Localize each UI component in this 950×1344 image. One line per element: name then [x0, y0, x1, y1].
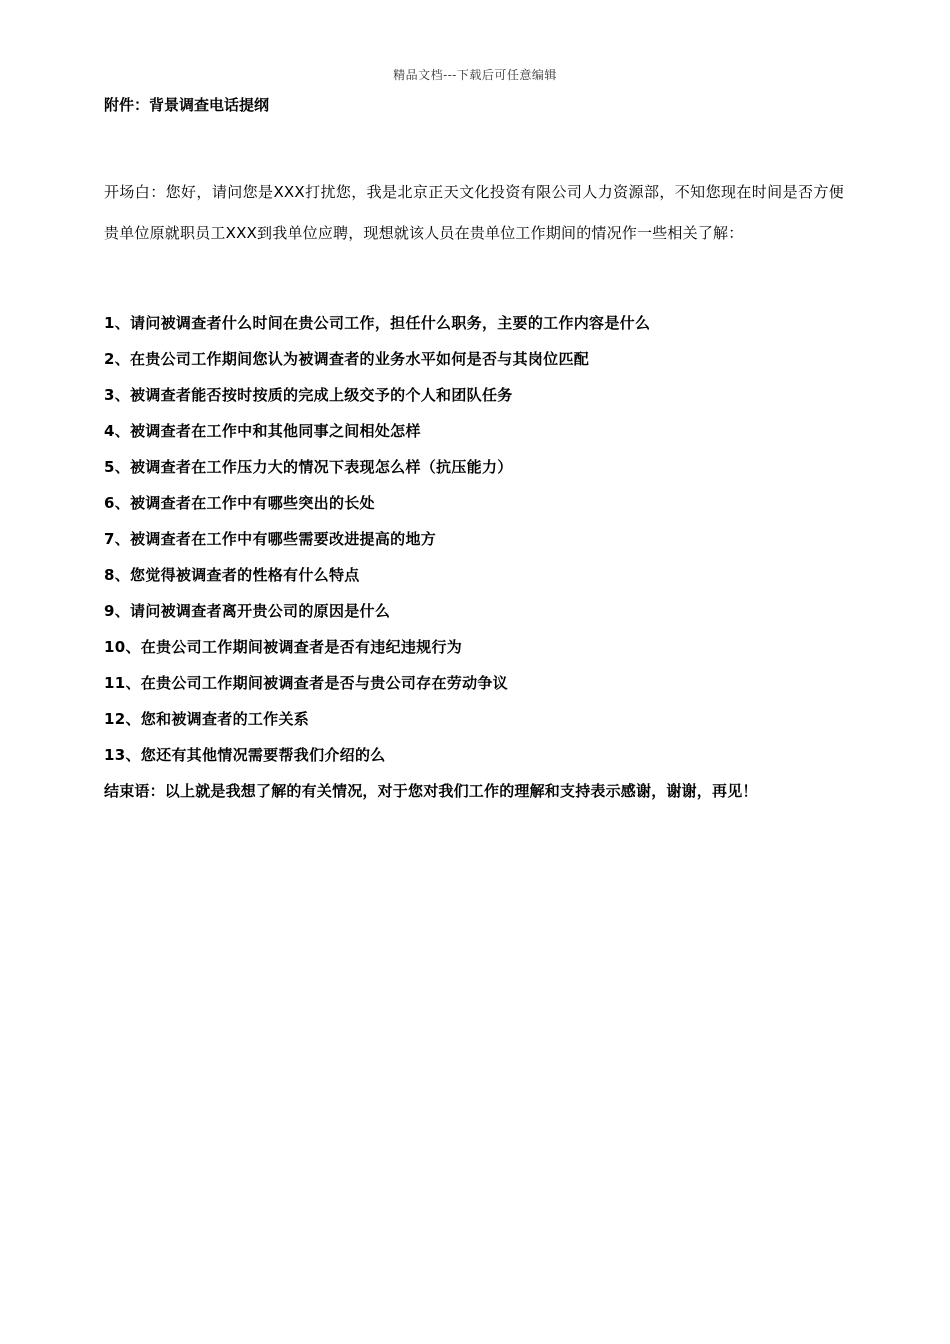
question-item: 4、被调查者在工作中和其他同事之间相处怎样: [104, 422, 421, 440]
question-item: 7、被调查者在工作中有哪些需要改进提高的地方: [104, 530, 437, 548]
question-item: 10、在贵公司工作期间被调查者是否有违纪违规行为: [104, 638, 463, 656]
question-item: 1、请问被调查者什么时间在贵公司工作，担任什么职务，主要的工作内容是什么: [104, 314, 651, 332]
question-item: 9、请问被调查者离开贵公司的原因是什么: [104, 602, 391, 620]
question-item: 12、您和被调查者的工作关系: [104, 710, 310, 728]
document-title: 附件：背景调查电话提纲: [104, 96, 270, 114]
closing-remarks: 结束语：以上就是我想了解的有关情况，对于您对我们工作的理解和支持表示感谢，谢谢，再见！: [104, 782, 758, 800]
opening-paragraph: 开场白：您好，请问您是XXX打扰您，我是北京正天文化投资有限公司人力资源部，不知您现在时间是否方便贵单位原就职员工XXX到我单位应聘，现想就该人员在贵单位工作期间的情况作一些相关了解：: [104, 183, 844, 242]
question-list: [104, 305, 844, 773]
question-item: 2、在贵公司工作期间您认为被调查者的业务水平如何是否与其岗位匹配: [104, 350, 590, 368]
question-item: 3、被调查者能否按时按质的完成上级交予的个人和团队任务: [104, 386, 513, 404]
question-item: 13、您还有其他情况需要帮我们介绍的么: [104, 746, 386, 764]
question-item: 6、被调查者在工作中有哪些突出的长处: [104, 494, 375, 512]
header-note: 精品文档---下载后可任意编辑: [393, 68, 557, 82]
question-item: 8、您觉得被调查者的性格有什么特点: [104, 566, 360, 584]
document-body: [104, 92, 844, 809]
question-item: 11、在贵公司工作期间被调查者是否与贵公司存在劳动争议: [104, 674, 508, 692]
question-item: 5、被调查者在工作压力大的情况下表现怎么样（抗压能力）: [104, 458, 513, 476]
